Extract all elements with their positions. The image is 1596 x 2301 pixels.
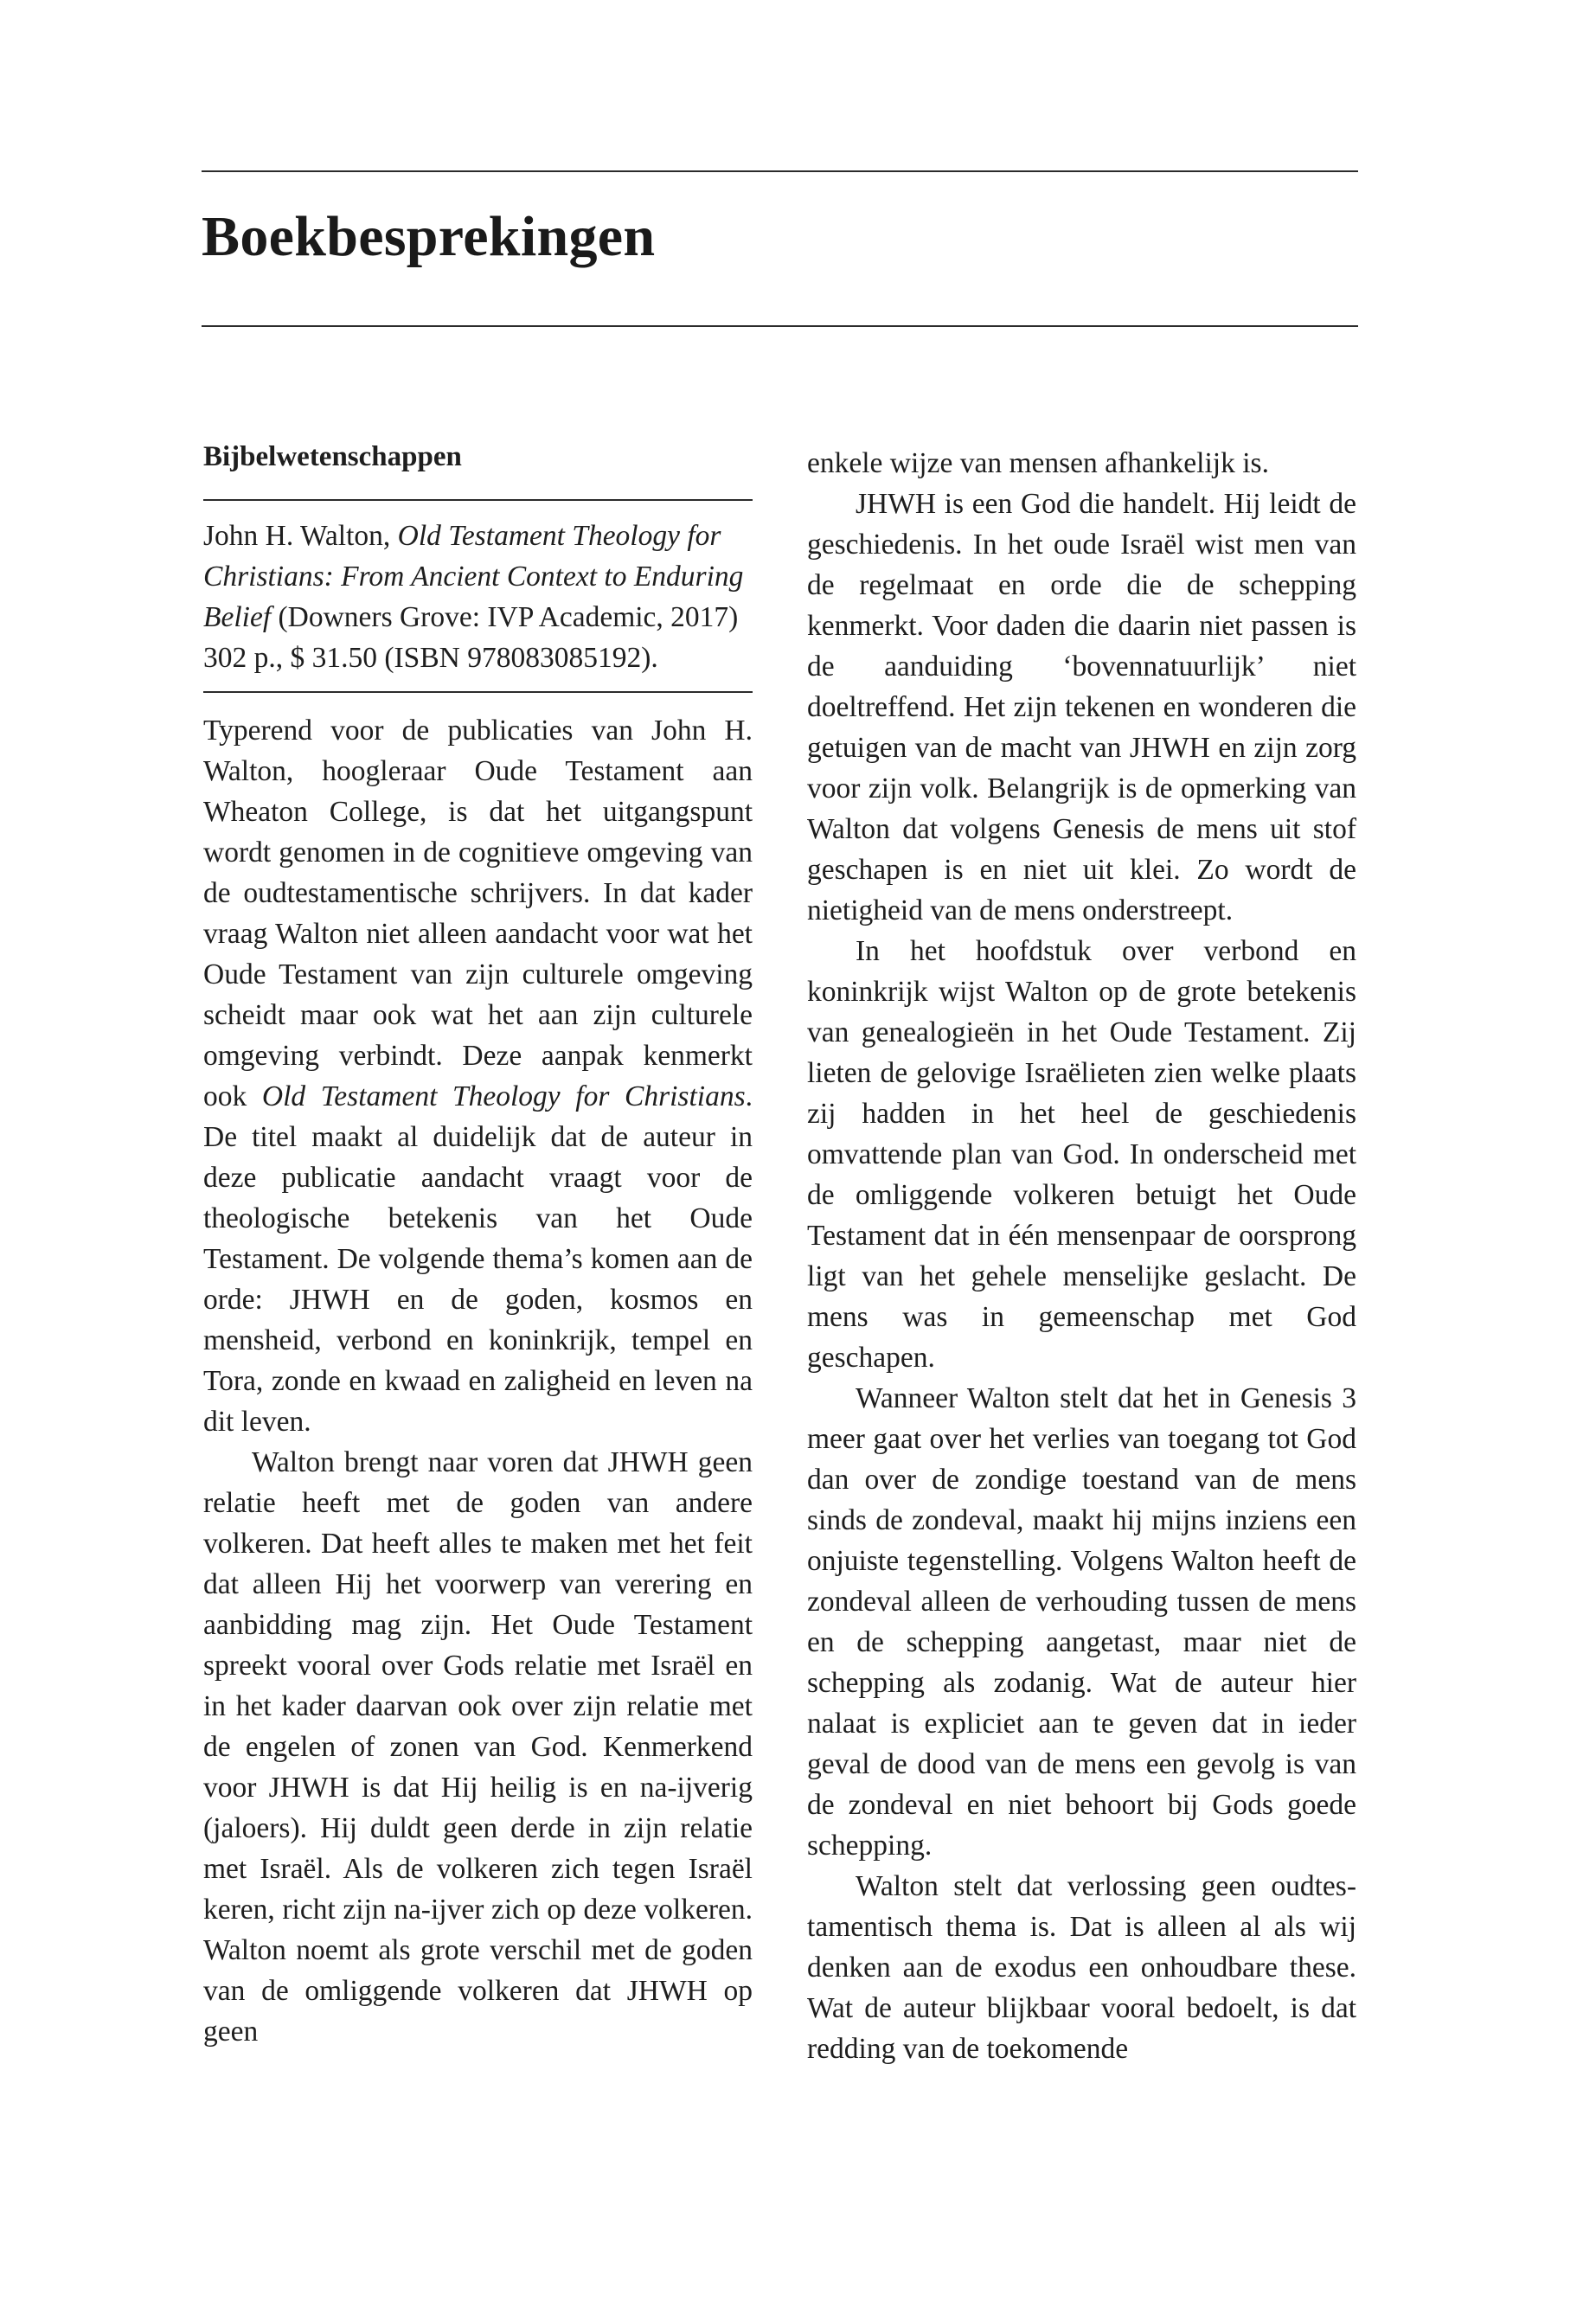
review-paragraph-3: JHWH is een God die handelt. Hij leidt de geschiedenis. In het oude Israël wist men van de regelmaat en orde die de schepping kenmerkt. Voor daden die daarin niet passen is de aanduiding ‘bovennatuurlijk’ niet doeltreffend. Het zijn tekenen en wonderen die getuigen van de macht van JHWH en zijn zorg voor zijn volk. Belangrijk is de opmerking van Walton dat volgens Genesis de mens uit stof geschapen is en niet uit klei. Zo wordt de nietigheid van de mens onderstreept. (807, 488, 1356, 926)
citation-bottom-rule (203, 691, 753, 693)
review-paragraph-6: Walton stelt dat verlossing geen oudtestamentisch thema is. Dat is alleen al als wij denken aan de exodus een onhoudbare these. Wat de auteur blijkbaar vooral bedoelt, is dat redding van de toekomende (807, 1870, 1356, 2065)
right-column (807, 443, 1356, 2069)
citation-title: Old Testament Theology for Christians: From Ancient Context to Enduring Belief (203, 520, 744, 633)
page-title: Boekbesprekingen (202, 205, 656, 268)
top-rule (202, 170, 1358, 172)
inline-book-title: Old Testament Theology for Christians (261, 1080, 746, 1112)
review-paragraph-continued: enkele wijze van mensen afhankelijk is. (807, 447, 1269, 479)
review-paragraph-2: Walton brengt naar voren dat JHWH geen relatie heeft met de goden van andere volkeren. Dat heeft alles te maken met het feit dat alleen Hij het voorwerp van verering en aanbidding mag zijn. Het Oude Testament spreekt vooral over Gods relatie met Israël en in het kader daarvan ook over zijn relatie met de engelen of zonen van God. Kenmerkend voor JHWH is dat Hij heilig is en na-ijverig (jaloers). Hij duldt geen derde in zijn relatie met Israël. Als de volkeren zich tegen Israël keren, richt zijn na-ijver zich op deze volkeren. Walton noemt als grote verschil met de goden van de omliggende volkeren dat JHWH op geen (203, 1446, 753, 2048)
book-citation (203, 516, 753, 678)
left-column (203, 437, 753, 2052)
citation-top-rule (203, 499, 753, 501)
review-paragraph-5: Wanneer Walton stelt dat het in Genesis 3 meer gaat over het verlies van toegang tot God dan over de zondige toestand van de mens sinds de zondeval, maakt hij mijns inziens een onjuiste tegenstelling. Volgens Walton heeft de zondeval alleen de verhouding tussen de mens en de schepping aangetast, maar niet de schepping als zodanig. Wat de auteur hier nalaat is expliciet aan te geven dat in ieder geval de dood van de mens een gevolg is van de zondeval en niet behoort bij Gods goede schepping. (807, 1382, 1356, 1862)
section-heading: Bijbelwetenschappen (203, 441, 462, 472)
review-paragraph-1: Typerend voor de publicaties van John H. Walton, hoogleraar Oude Testament aan Wheaton College, is dat het uitgangspunt wordt genomen in de cognitieve omgeving van de oudtestamentische schrijvers. In dat kader vraag Walton niet alleen aandacht voor wat het Oude Testament van zijn culturele omgeving scheidt maar ook wat het aan zijn culturele omgeving verbindt. Deze aanpak kenmerkt ook Old Testament Theology for Christians. De titel maakt al duidelijk dat de auteur in deze publicatie aandacht vraagt voor de theologische betekenis van het Oude Testament. De volgende thema’s komen aan de orde: JHWH en de goden, kosmos en mensheid, verbond en koninkrijk, tempel en Tora, zonde en kwaad en zaligheid en leven na dit leven. (203, 715, 753, 1438)
title-underline-rule (202, 325, 1358, 327)
citation-author: John H. Walton, (203, 520, 398, 552)
review-paragraph-4: In het hoofdstuk over verbond en koninkrijk wijst Walton op de grote betekenis van genealogieën in het Oude Testament. Zij lieten de gelovige Israëlieten zien welke plaats zij hadden in het heel de geschiedenis omvattende plan van God. In onderscheid met de omliggende volkeren betuigt het Oude Testament dat in één mensenpaar de oorsprong ligt van het gehele menselijke geslacht. De mens was in gemeenschap met God geschapen. (807, 935, 1356, 1374)
citation-publication: (Downers Grove: IVP Academic, 2017) 302 p., $ 31.50 (ISBN 978083085192). (203, 601, 739, 674)
